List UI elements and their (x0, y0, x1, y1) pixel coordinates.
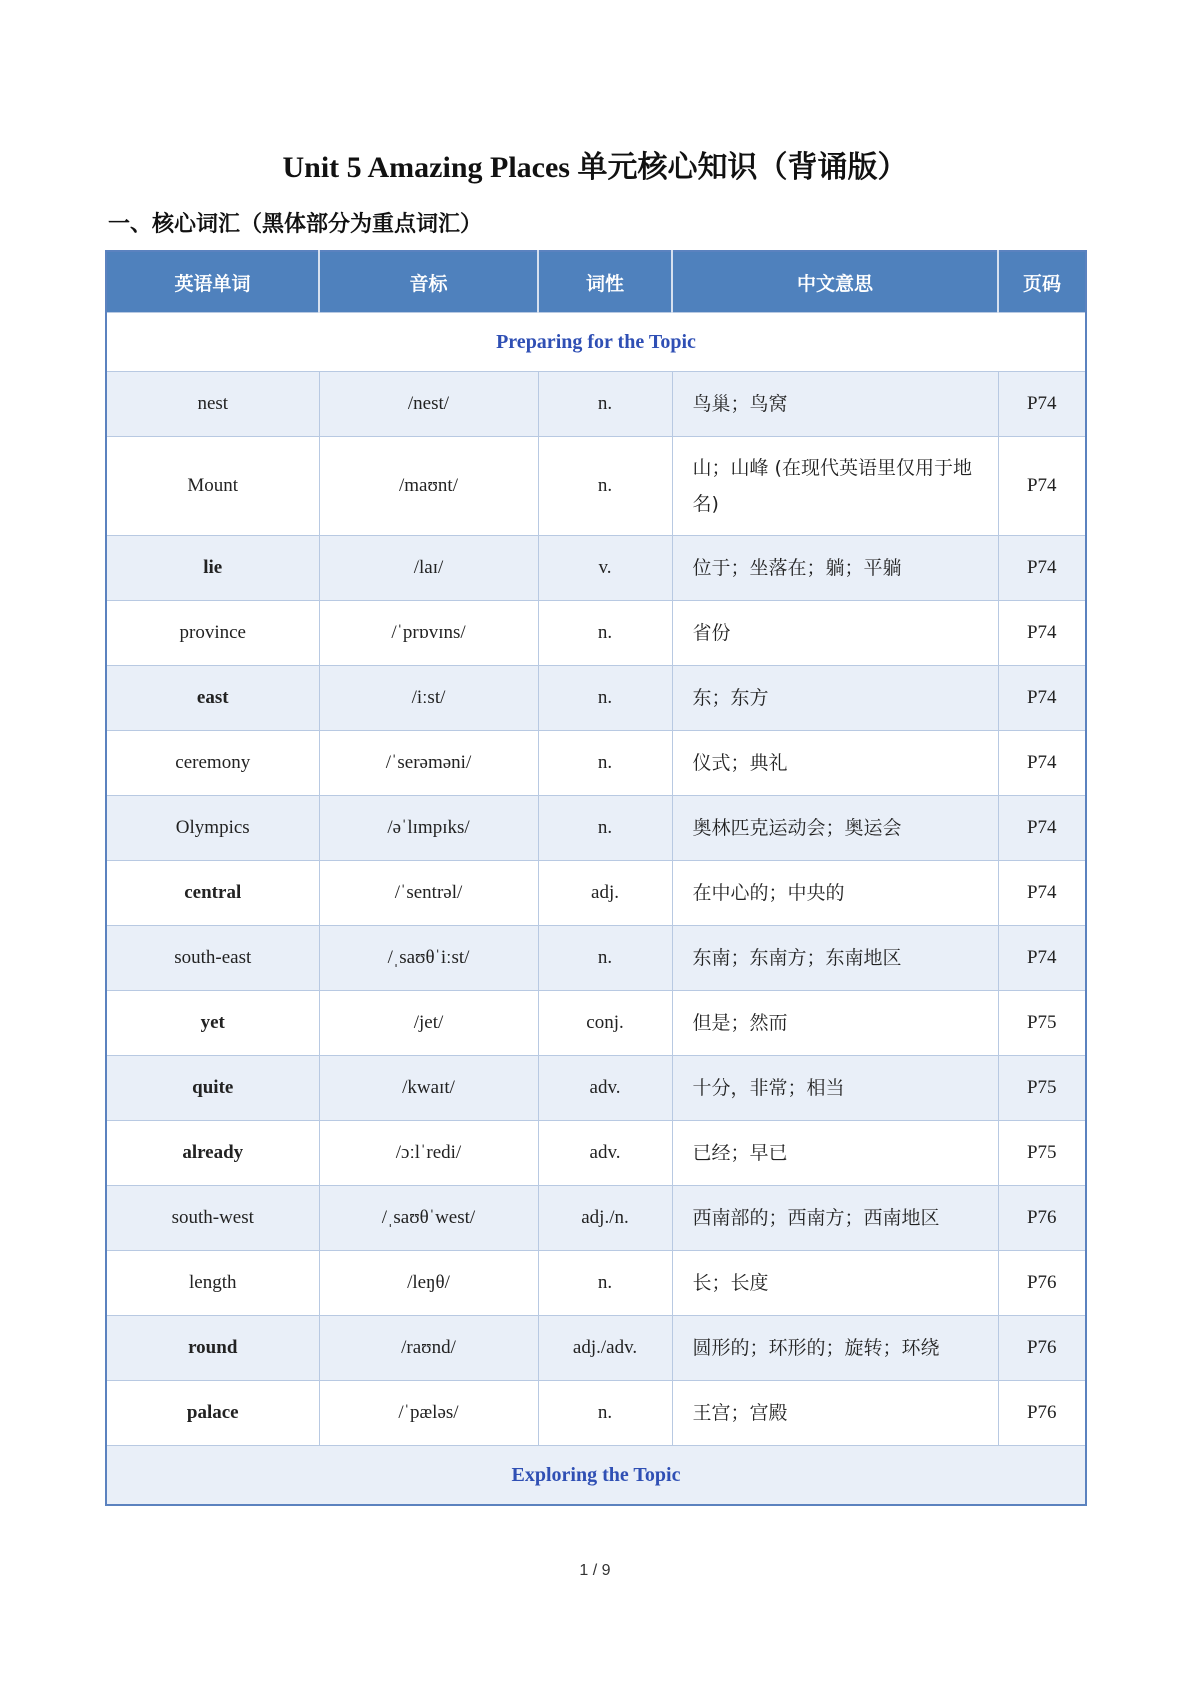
word-cell: south-east (106, 926, 319, 991)
phonetic-cell: /leŋθ/ (319, 1251, 538, 1316)
meaning-cell: 已经；早已 (672, 1121, 998, 1186)
pos-cell: n. (538, 1251, 672, 1316)
vocabulary-table (105, 250, 1087, 1506)
page-cell: P76 (998, 1381, 1086, 1446)
pos-cell: n. (538, 731, 672, 796)
page-cell: P75 (998, 991, 1086, 1056)
phonetic-cell: /ɔːlˈredi/ (319, 1121, 538, 1186)
meaning-cell: 在中心的；中央的 (672, 861, 998, 926)
pos-cell: n. (538, 666, 672, 731)
word-cell: palace (106, 1381, 319, 1446)
meaning-cell: 西南部的；西南方；西南地区 (672, 1186, 998, 1251)
table-row (106, 926, 1086, 991)
section-row (106, 313, 1086, 372)
meaning-cell: 东；东方 (672, 666, 998, 731)
word-cell: east (106, 666, 319, 731)
meaning-cell: 圆形的；环形的；旋转；环绕 (672, 1316, 998, 1381)
table-row (106, 372, 1086, 437)
page-cell: P75 (998, 1121, 1086, 1186)
pos-cell: adj. (538, 861, 672, 926)
phonetic-cell: /ˌsaʊθˈwest/ (319, 1186, 538, 1251)
pos-cell: adj./adv. (538, 1316, 672, 1381)
pos-cell: n. (538, 601, 672, 666)
page-cell: P74 (998, 926, 1086, 991)
table-row (106, 1121, 1086, 1186)
phonetic-cell: /ˈprɒvɪns/ (319, 601, 538, 666)
page-cell: P74 (998, 861, 1086, 926)
pos-cell: n. (538, 372, 672, 437)
word-cell: central (106, 861, 319, 926)
phonetic-cell: /kwaɪt/ (319, 1056, 538, 1121)
page-cell: P74 (998, 731, 1086, 796)
word-cell: Mount (106, 437, 319, 536)
phonetic-cell: /ˈpæləs/ (319, 1381, 538, 1446)
table-row (106, 1251, 1086, 1316)
word-cell: quite (106, 1056, 319, 1121)
pos-cell: adv. (538, 1056, 672, 1121)
page-cell: P74 (998, 372, 1086, 437)
phonetic-cell: /jet/ (319, 991, 538, 1056)
meaning-cell: 东南；东南方；东南地区 (672, 926, 998, 991)
table-row (106, 536, 1086, 601)
section-title-exploring: Exploring the Topic (106, 1446, 1086, 1506)
word-cell: yet (106, 991, 319, 1056)
meaning-cell: 仪式；典礼 (672, 731, 998, 796)
page-cell: P74 (998, 666, 1086, 731)
phonetic-cell: /maʊnt/ (319, 437, 538, 536)
header-pos: 词性 (538, 251, 672, 313)
meaning-cell: 位于；坐落在；躺；平躺 (672, 536, 998, 601)
meaning-cell: 但是；然而 (672, 991, 998, 1056)
table-row (106, 1056, 1086, 1121)
phonetic-cell: /əˈlɪmpɪks/ (319, 796, 538, 861)
header-meaning: 中文意思 (672, 251, 998, 313)
page-cell: P74 (998, 796, 1086, 861)
phonetic-cell: /nest/ (319, 372, 538, 437)
section-row (106, 1446, 1086, 1506)
page-cell: P76 (998, 1186, 1086, 1251)
section-title-preparing: Preparing for the Topic (106, 313, 1086, 372)
phonetic-cell: /raʊnd/ (319, 1316, 538, 1381)
table-header-row (106, 251, 1086, 313)
phonetic-cell: /ˌsaʊθˈiːst/ (319, 926, 538, 991)
meaning-cell: 山；山峰 (在现代英语里仅用于地名) (672, 437, 998, 536)
page-cell: P74 (998, 536, 1086, 601)
meaning-cell: 长；长度 (672, 1251, 998, 1316)
table-row (106, 601, 1086, 666)
word-cell: lie (106, 536, 319, 601)
word-cell: Olympics (106, 796, 319, 861)
table-row (106, 861, 1086, 926)
page-cell: P74 (998, 437, 1086, 536)
meaning-cell: 十分，非常；相当 (672, 1056, 998, 1121)
page-cell: P76 (998, 1251, 1086, 1316)
pos-cell: adv. (538, 1121, 672, 1186)
header-phonetic: 音标 (319, 251, 538, 313)
pos-cell: n. (538, 796, 672, 861)
pos-cell: n. (538, 1381, 672, 1446)
table-row (106, 666, 1086, 731)
document-title: Unit 5 Amazing Places 单元核心知识（背诵版） (282, 151, 908, 184)
phonetic-cell: /laɪ/ (319, 536, 538, 601)
meaning-cell: 王宫；宫殿 (672, 1381, 998, 1446)
phonetic-cell: /ˈsentrəl/ (319, 861, 538, 926)
table-row (106, 1316, 1086, 1381)
word-cell: province (106, 601, 319, 666)
pos-cell: n. (538, 926, 672, 991)
header-word: 英语单词 (106, 251, 319, 313)
pos-cell: conj. (538, 991, 672, 1056)
meaning-cell: 鸟巢；鸟窝 (672, 372, 998, 437)
pos-cell: v. (538, 536, 672, 601)
table-row (106, 991, 1086, 1056)
table-row (106, 796, 1086, 861)
word-cell: south-west (106, 1186, 319, 1251)
table-row (106, 1381, 1086, 1446)
word-cell: already (106, 1121, 319, 1186)
meaning-cell: 奥林匹克运动会；奥运会 (672, 796, 998, 861)
table-row (106, 437, 1086, 536)
page-cell: P75 (998, 1056, 1086, 1121)
phonetic-cell: /iːst/ (319, 666, 538, 731)
phonetic-cell: /ˈserəməni/ (319, 731, 538, 796)
page-number: 1 / 9 (579, 1562, 611, 1579)
table-row (106, 731, 1086, 796)
pos-cell: adj./n. (538, 1186, 672, 1251)
word-cell: ceremony (106, 731, 319, 796)
word-cell: length (106, 1251, 319, 1316)
table-row (106, 1186, 1086, 1251)
header-page: 页码 (998, 251, 1086, 313)
meaning-cell: 省份 (672, 601, 998, 666)
section-heading: 一、核心词汇（黑体部分为重点词汇） (108, 212, 483, 237)
page-cell: P74 (998, 601, 1086, 666)
word-cell: nest (106, 372, 319, 437)
word-cell: round (106, 1316, 319, 1381)
page-cell: P76 (998, 1316, 1086, 1381)
pos-cell: n. (538, 437, 672, 536)
